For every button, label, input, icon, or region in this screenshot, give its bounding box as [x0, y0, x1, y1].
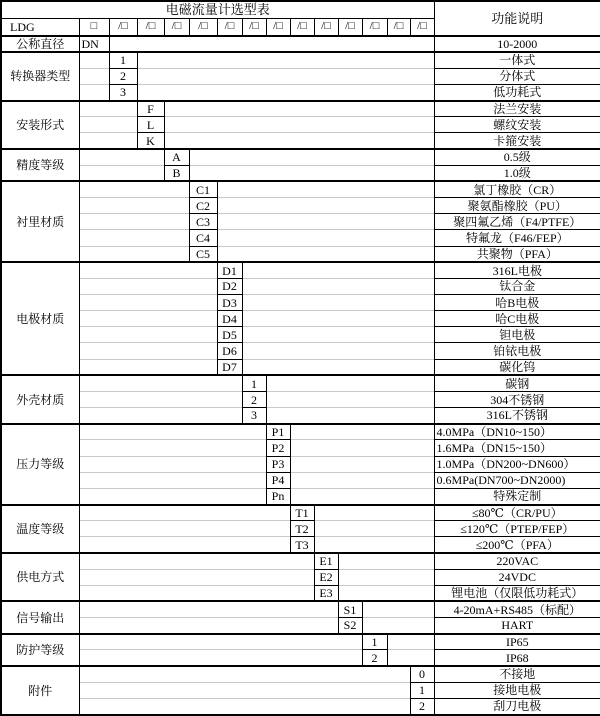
spacer-cell	[79, 537, 290, 553]
table-row	[1, 456, 600, 472]
model-slot-box: /□	[242, 18, 266, 36]
table-row	[1, 278, 600, 294]
description-cell: 10-2000	[434, 36, 600, 52]
table-row	[1, 521, 600, 537]
table-row	[1, 36, 600, 52]
spacer-cell	[79, 505, 290, 521]
code-cell: DN	[79, 36, 109, 52]
description-cell: 法兰安装	[434, 101, 600, 117]
code-cell: T2	[290, 521, 314, 537]
table-row	[1, 359, 600, 375]
spacer-cell	[79, 391, 242, 407]
table-row	[1, 262, 600, 278]
code-cell: C4	[189, 230, 217, 246]
spacer-cell	[217, 230, 434, 246]
spacer-cell	[79, 618, 338, 634]
table-row	[1, 181, 600, 197]
description-cell: 聚四氟乙烯（F4/PTFE）	[434, 214, 600, 230]
table-row	[1, 537, 600, 553]
code-cell: C1	[189, 181, 217, 197]
spacer-cell	[314, 537, 434, 553]
table-row	[1, 424, 600, 440]
description-cell: 氯丁橡胶（CR）	[434, 181, 600, 197]
spacer-cell	[79, 488, 266, 504]
model-prefix: LDG	[1, 18, 79, 36]
model-slot-box: /□	[109, 18, 137, 36]
spacer-cell	[79, 698, 410, 715]
table-row	[1, 698, 600, 715]
code-cell: S1	[338, 601, 362, 617]
table-row	[1, 408, 600, 424]
spacer-cell	[79, 343, 217, 359]
model-slot-box: /□	[314, 18, 338, 36]
table-row	[1, 52, 600, 68]
category-label: 转换器类型	[1, 52, 79, 100]
spacer-cell	[217, 246, 434, 262]
spacer-cell	[266, 391, 434, 407]
spacer-cell	[79, 181, 189, 197]
category-label: 衬里材质	[1, 181, 79, 262]
spacer-cell	[290, 424, 434, 440]
description-cell: 低功耗式	[434, 84, 600, 100]
model-code-box: □	[79, 18, 109, 36]
code-cell: Pn	[266, 488, 290, 504]
code-cell: E1	[314, 553, 338, 569]
spacer-cell	[362, 601, 434, 617]
function-column-header: 功能说明	[434, 1, 600, 36]
spacer-cell	[79, 101, 137, 117]
description-cell: 24VDC	[434, 569, 600, 585]
spacer-cell	[189, 165, 434, 181]
spacer-cell	[314, 505, 434, 521]
code-cell: 1	[242, 375, 266, 391]
model-slot-box: /□	[290, 18, 314, 36]
model-slot-box: /□	[137, 18, 164, 36]
model-slot-box: /□	[266, 18, 290, 36]
spacer-cell	[109, 36, 434, 52]
spacer-cell	[338, 585, 434, 601]
model-slot-box: /□	[338, 18, 362, 36]
description-cell: 铂铱电极	[434, 343, 600, 359]
spacer-cell	[79, 440, 266, 456]
spacer-cell	[242, 327, 434, 343]
spacer-cell	[79, 133, 137, 149]
spacer-cell	[290, 456, 434, 472]
table-row	[1, 569, 600, 585]
description-cell: 一体式	[434, 52, 600, 68]
table-row	[1, 440, 600, 456]
description-cell: 304不锈钢	[434, 391, 600, 407]
description-cell: 卡箍安装	[434, 133, 600, 149]
table-row	[1, 488, 600, 504]
category-label: 外壳材质	[1, 375, 79, 423]
code-cell: C3	[189, 214, 217, 230]
spacer-cell	[290, 488, 434, 504]
code-cell: 1	[410, 682, 434, 698]
code-cell: 2	[109, 68, 137, 84]
spacer-cell	[79, 359, 217, 375]
category-label: 防护等级	[1, 634, 79, 666]
code-cell: T1	[290, 505, 314, 521]
spacer-cell	[217, 214, 434, 230]
spacer-cell	[164, 117, 434, 133]
spacer-cell	[362, 618, 434, 634]
table-row	[1, 650, 600, 666]
table-row	[1, 505, 600, 521]
spacer-cell	[79, 295, 217, 311]
description-cell: 碳钢	[434, 375, 600, 391]
table-row	[1, 101, 600, 117]
model-slot-box: /□	[217, 18, 242, 36]
code-cell: T3	[290, 537, 314, 553]
spacer-cell	[79, 278, 217, 294]
code-cell: B	[164, 165, 189, 181]
code-cell: S2	[338, 618, 362, 634]
spacer-cell	[338, 553, 434, 569]
code-cell: K	[137, 133, 164, 149]
table-row	[1, 295, 600, 311]
model-slot-box: /□	[362, 18, 387, 36]
category-label: 压力等级	[1, 424, 79, 505]
spacer-cell	[266, 408, 434, 424]
spacer-cell	[387, 650, 434, 666]
code-cell: P1	[266, 424, 290, 440]
spacer-cell	[79, 666, 410, 682]
description-cell: IP68	[434, 650, 600, 666]
table-row	[1, 230, 600, 246]
spacer-cell	[338, 569, 434, 585]
category-label: 公称直径	[1, 36, 79, 52]
table-row	[1, 343, 600, 359]
description-cell: 4-20mA+RS485（标配）	[434, 601, 600, 617]
spacer-cell	[79, 650, 362, 666]
model-slot-box: /□	[410, 18, 434, 36]
description-cell: HART	[434, 618, 600, 634]
description-cell: 哈B电极	[434, 295, 600, 311]
spacer-cell	[79, 585, 314, 601]
spacer-cell	[242, 343, 434, 359]
spacer-cell	[79, 262, 217, 278]
table-row	[1, 553, 600, 569]
code-cell: D2	[217, 278, 242, 294]
code-cell: P2	[266, 440, 290, 456]
description-cell: 316L电极	[434, 262, 600, 278]
code-cell: 2	[410, 698, 434, 715]
table-row	[1, 472, 600, 488]
spacer-cell	[79, 52, 109, 68]
spacer-cell	[290, 440, 434, 456]
description-cell: 特殊定制	[434, 488, 600, 504]
spacer-cell	[189, 149, 434, 165]
description-cell: 4.0MPa（DN10~150）	[434, 424, 600, 440]
spacer-cell	[137, 84, 434, 100]
page-title: 电磁流量计选型表	[1, 1, 434, 18]
code-cell: L	[137, 117, 164, 133]
spacer-cell	[79, 246, 189, 262]
description-cell: ≤80℃（CR/PU）	[434, 505, 600, 521]
table-row	[1, 214, 600, 230]
code-cell: 2	[242, 391, 266, 407]
spacer-cell	[79, 375, 242, 391]
description-cell: 碳化钨	[434, 359, 600, 375]
description-cell: 螺纹安装	[434, 117, 600, 133]
description-cell: 0.6MPa(DN700~DN2000)	[434, 472, 600, 488]
table-row	[1, 246, 600, 262]
spacer-cell	[79, 456, 266, 472]
category-label: 电极材质	[1, 262, 79, 375]
category-label: 精度等级	[1, 149, 79, 181]
code-cell: D7	[217, 359, 242, 375]
code-cell: D3	[217, 295, 242, 311]
table-row	[1, 327, 600, 343]
spacer-cell	[79, 553, 314, 569]
spacer-cell	[79, 327, 217, 343]
table-row	[1, 391, 600, 407]
spacer-cell	[164, 101, 434, 117]
spacer-cell	[217, 198, 434, 214]
spacer-cell	[242, 359, 434, 375]
code-cell: E3	[314, 585, 338, 601]
code-cell: 3	[109, 84, 137, 100]
code-cell: D6	[217, 343, 242, 359]
code-cell: C5	[189, 246, 217, 262]
table-row	[1, 84, 600, 100]
code-cell: P4	[266, 472, 290, 488]
description-cell: 1.0级	[434, 165, 600, 181]
code-cell: E2	[314, 569, 338, 585]
table-row	[1, 618, 600, 634]
description-cell: 刮刀电极	[434, 698, 600, 715]
description-cell: 0.5级	[434, 149, 600, 165]
table-row	[1, 165, 600, 181]
spacer-cell	[137, 68, 434, 84]
table-row	[1, 68, 600, 84]
code-cell: 0	[410, 666, 434, 682]
spacer-cell	[217, 181, 434, 197]
table-row	[1, 149, 600, 165]
spacer-cell	[79, 84, 109, 100]
table-row	[1, 585, 600, 601]
spacer-cell	[79, 68, 109, 84]
spacer-cell	[79, 311, 217, 327]
table-row	[1, 375, 600, 391]
spacer-cell	[79, 214, 189, 230]
category-label: 附件	[1, 666, 79, 715]
description-cell: 特氟龙（F46/FEP）	[434, 230, 600, 246]
table-row	[1, 117, 600, 133]
description-cell: ≤120℃（PTEP/FEP）	[434, 521, 600, 537]
code-cell: 2	[362, 650, 387, 666]
spacer-cell	[79, 472, 266, 488]
spacer-cell	[290, 472, 434, 488]
table-row	[1, 198, 600, 214]
description-cell: 220VAC	[434, 553, 600, 569]
description-cell: 聚氨酯橡胶（PU）	[434, 198, 600, 214]
table-row	[1, 133, 600, 149]
code-cell: C2	[189, 198, 217, 214]
spacer-cell	[79, 682, 410, 698]
spacer-cell	[79, 149, 164, 165]
spacer-cell	[164, 133, 434, 149]
spacer-cell	[79, 634, 362, 650]
description-cell: 316L不锈钢	[434, 408, 600, 424]
description-cell: 钽电极	[434, 327, 600, 343]
spacer-cell	[79, 198, 189, 214]
description-cell: 钛合金	[434, 278, 600, 294]
table-row	[1, 601, 600, 617]
table-row	[1, 311, 600, 327]
description-cell: 哈C电极	[434, 311, 600, 327]
description-cell: IP65	[434, 634, 600, 650]
spacer-cell	[314, 521, 434, 537]
code-cell: D1	[217, 262, 242, 278]
description-cell: 共聚物（PFA）	[434, 246, 600, 262]
code-cell: 3	[242, 408, 266, 424]
spacer-cell	[79, 424, 266, 440]
description-cell: 分体式	[434, 68, 600, 84]
spacer-cell	[79, 569, 314, 585]
code-cell: D4	[217, 311, 242, 327]
spacer-cell	[137, 52, 434, 68]
description-cell: 不接地	[434, 666, 600, 682]
description-cell: 1.0MPa（DN200~DN600）	[434, 456, 600, 472]
spacer-cell	[266, 375, 434, 391]
spacer-cell	[79, 117, 137, 133]
spacer-cell	[79, 230, 189, 246]
category-label: 温度等级	[1, 505, 79, 553]
category-label: 安装形式	[1, 101, 79, 149]
spacer-cell	[242, 311, 434, 327]
spacer-cell	[79, 408, 242, 424]
model-slot-box: /□	[189, 18, 217, 36]
spacer-cell	[242, 262, 434, 278]
spacer-cell	[242, 278, 434, 294]
code-cell: P3	[266, 456, 290, 472]
model-slot-box: /□	[164, 18, 189, 36]
code-cell: A	[164, 149, 189, 165]
spacer-cell	[387, 634, 434, 650]
description-cell: 锂电池（仅限低功耗式）	[434, 585, 600, 601]
spacer-cell	[79, 165, 164, 181]
category-label: 信号输出	[1, 601, 79, 633]
model-slot-box: /□	[387, 18, 410, 36]
spacer-cell	[79, 521, 290, 537]
spacer-cell	[242, 295, 434, 311]
description-cell: ≤200℃（PFA）	[434, 537, 600, 553]
table-row	[1, 682, 600, 698]
table-row	[1, 666, 600, 682]
table-row	[1, 634, 600, 650]
description-cell: 1.6MPa（DN15~150）	[434, 440, 600, 456]
description-cell: 接地电极	[434, 682, 600, 698]
code-cell: 1	[109, 52, 137, 68]
code-cell: 1	[362, 634, 387, 650]
spacer-cell	[79, 601, 338, 617]
category-label: 供电方式	[1, 553, 79, 601]
code-cell: D5	[217, 327, 242, 343]
code-cell: F	[137, 101, 164, 117]
